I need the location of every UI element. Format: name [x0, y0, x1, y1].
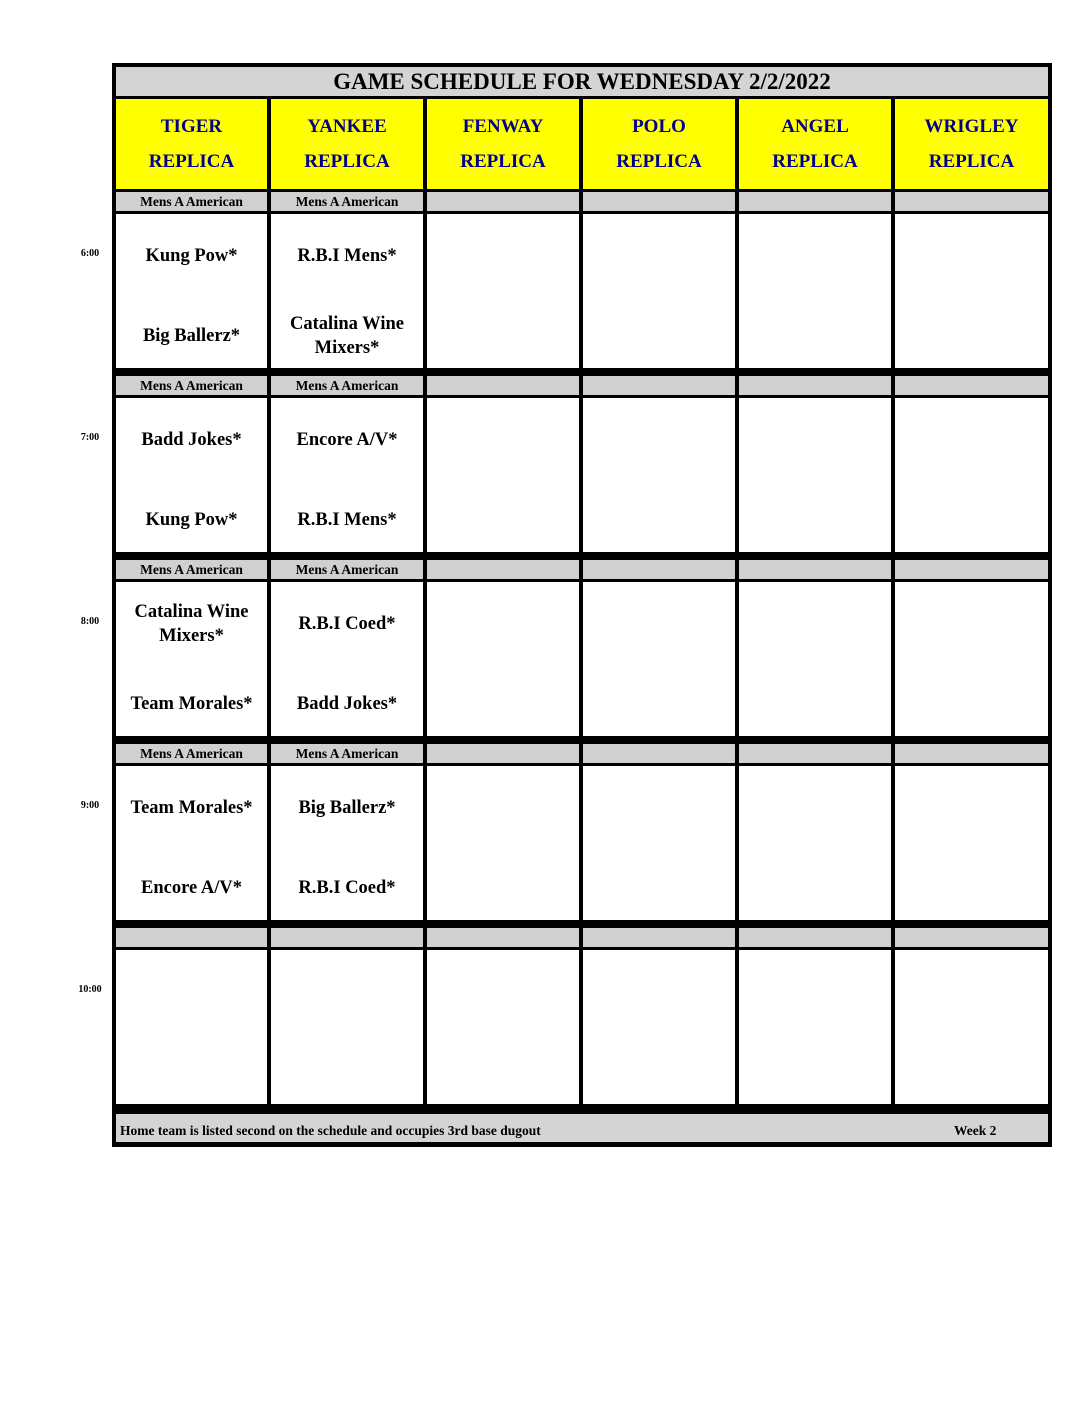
home-team — [116, 1048, 267, 1096]
division-label — [583, 192, 735, 211]
away-team — [427, 968, 579, 1016]
home-team: R.B.I Mens* — [297, 510, 397, 530]
field-header-2 — [427, 99, 579, 189]
game-cell — [116, 950, 267, 1104]
division-label: Mens A American — [271, 744, 423, 763]
division-label: Mens A American — [271, 192, 423, 211]
away-team — [427, 600, 579, 648]
division-label — [583, 928, 735, 947]
game-cell — [583, 950, 735, 1104]
away-team: Big Ballerz* — [298, 798, 396, 818]
game-cell — [116, 398, 267, 552]
home-team: Catalina Wine Mixers* — [290, 314, 404, 358]
away-team — [427, 784, 579, 832]
division-label — [739, 928, 891, 947]
away-team — [427, 416, 579, 464]
away-team — [739, 232, 891, 280]
away-team: Team Morales* — [130, 798, 253, 818]
game-cell — [739, 398, 891, 552]
game-cell — [427, 582, 579, 736]
field-subname: REPLICA — [616, 151, 702, 172]
division-label — [583, 744, 735, 763]
field-subname: REPLICA — [304, 151, 390, 172]
away-team: Badd Jokes* — [141, 430, 242, 450]
game-cell — [271, 398, 423, 552]
home-team: Big Ballerz* — [142, 326, 241, 346]
home-team — [583, 864, 735, 912]
division-label — [739, 744, 891, 763]
home-team: Encore A/V* — [141, 878, 242, 898]
away-team — [739, 600, 891, 648]
away-team: Catalina Wine Mixers* — [134, 602, 249, 646]
home-team: Badd Jokes* — [296, 694, 398, 714]
field-header-0 — [116, 99, 267, 189]
game-cell — [116, 582, 267, 736]
home-team — [895, 312, 1048, 360]
division-label — [583, 376, 735, 395]
away-team — [427, 232, 579, 280]
home-team — [427, 312, 579, 360]
away-team — [739, 416, 891, 464]
away-team — [583, 784, 735, 832]
home-team — [583, 1048, 735, 1096]
time-label: 8:00 — [80, 616, 100, 627]
division-label — [271, 928, 423, 947]
field-name: TIGER — [160, 116, 223, 137]
away-team: R.B.I Coed* — [298, 614, 396, 634]
home-team: R.B.I Coed* — [298, 878, 396, 898]
away-team — [895, 232, 1048, 280]
away-team — [895, 968, 1048, 1016]
away-team — [271, 968, 423, 1016]
game-cell — [895, 582, 1048, 736]
game-cell — [895, 398, 1048, 552]
division-label — [427, 560, 579, 579]
away-team — [583, 416, 735, 464]
game-cell — [427, 398, 579, 552]
division-label: Mens A American — [116, 192, 267, 211]
footer-bar — [116, 1114, 1048, 1142]
field-header-1 — [271, 99, 423, 189]
away-team — [583, 968, 735, 1016]
footer-note: Home team is listed second on the schedule and occupies 3rd base dugout — [120, 1123, 541, 1138]
field-header-3 — [583, 99, 735, 189]
division-label — [739, 192, 891, 211]
game-cell — [739, 214, 891, 368]
division-label — [895, 560, 1048, 579]
division-label — [895, 192, 1048, 211]
home-team — [739, 680, 891, 728]
away-team — [583, 600, 735, 648]
field-subname: REPLICA — [772, 151, 858, 172]
schedule-grid — [112, 63, 1052, 1147]
game-cell — [895, 950, 1048, 1104]
away-team — [583, 232, 735, 280]
home-team — [739, 1048, 891, 1096]
division-label — [583, 560, 735, 579]
game-cell — [583, 766, 735, 920]
field-name: YANKEE — [307, 116, 387, 137]
game-cell — [583, 214, 735, 368]
time-label: 10:00 — [78, 984, 102, 995]
away-team — [739, 968, 891, 1016]
week-label: Week 2 — [954, 1123, 997, 1138]
division-label: Mens A American — [116, 376, 267, 395]
division-label: Mens A American — [116, 744, 267, 763]
away-team: R.B.I Mens* — [297, 246, 397, 266]
home-team — [583, 496, 735, 544]
time-label: 7:00 — [80, 432, 100, 443]
home-team: Team Morales* — [130, 694, 253, 714]
home-team — [427, 1048, 579, 1096]
division-label — [427, 744, 579, 763]
home-team — [895, 496, 1048, 544]
away-team — [895, 784, 1048, 832]
away-team — [116, 968, 267, 1016]
field-subname: REPLICA — [928, 151, 1015, 172]
division-label — [895, 928, 1048, 947]
game-cell — [271, 214, 423, 368]
home-team — [739, 864, 891, 912]
game-cell — [583, 582, 735, 736]
home-team: Kung Pow* — [145, 510, 238, 530]
home-team — [895, 864, 1048, 912]
home-team — [427, 496, 579, 544]
game-cell — [271, 582, 423, 736]
field-name: FENWAY — [462, 116, 544, 137]
game-cell — [271, 766, 423, 920]
home-team — [739, 496, 891, 544]
game-cell — [739, 950, 891, 1104]
field-name: POLO — [632, 116, 686, 137]
division-label — [739, 560, 891, 579]
home-team — [895, 680, 1048, 728]
division-label — [116, 928, 267, 947]
home-team — [583, 680, 735, 728]
home-team — [271, 1048, 423, 1096]
field-name: WRIGLEY — [924, 116, 1019, 137]
division-label — [895, 744, 1048, 763]
away-team — [895, 600, 1048, 648]
game-cell — [116, 766, 267, 920]
time-label: 9:00 — [80, 800, 100, 811]
game-cell — [739, 766, 891, 920]
away-team — [739, 784, 891, 832]
time-label: 6:00 — [80, 248, 100, 259]
division-label — [427, 928, 579, 947]
division-label — [427, 376, 579, 395]
home-team — [427, 864, 579, 912]
division-label — [895, 376, 1048, 395]
game-cell — [427, 950, 579, 1104]
field-name: ANGEL — [781, 116, 849, 137]
division-label — [739, 376, 891, 395]
home-team — [739, 312, 891, 360]
game-cell — [895, 766, 1048, 920]
game-cell — [427, 766, 579, 920]
division-label: Mens A American — [271, 560, 423, 579]
home-team — [895, 1048, 1048, 1096]
away-team: Encore A/V* — [296, 430, 398, 450]
division-label — [427, 192, 579, 211]
field-header-4 — [739, 99, 891, 189]
home-team — [427, 680, 579, 728]
away-team — [895, 416, 1048, 464]
field-subname: REPLICA — [460, 151, 546, 172]
game-cell — [739, 582, 891, 736]
division-label: Mens A American — [116, 560, 267, 579]
field-subname: REPLICA — [148, 151, 235, 172]
game-cell — [427, 214, 579, 368]
field-header-5 — [895, 99, 1048, 189]
away-team: Kung Pow* — [145, 246, 238, 266]
division-label: Mens A American — [271, 376, 423, 395]
game-cell — [271, 950, 423, 1104]
game-cell — [895, 214, 1048, 368]
home-team — [583, 312, 735, 360]
game-cell — [116, 214, 267, 368]
game-cell — [583, 398, 735, 552]
page-title: GAME SCHEDULE FOR WEDNESDAY 2/2/2022 — [116, 67, 1048, 96]
